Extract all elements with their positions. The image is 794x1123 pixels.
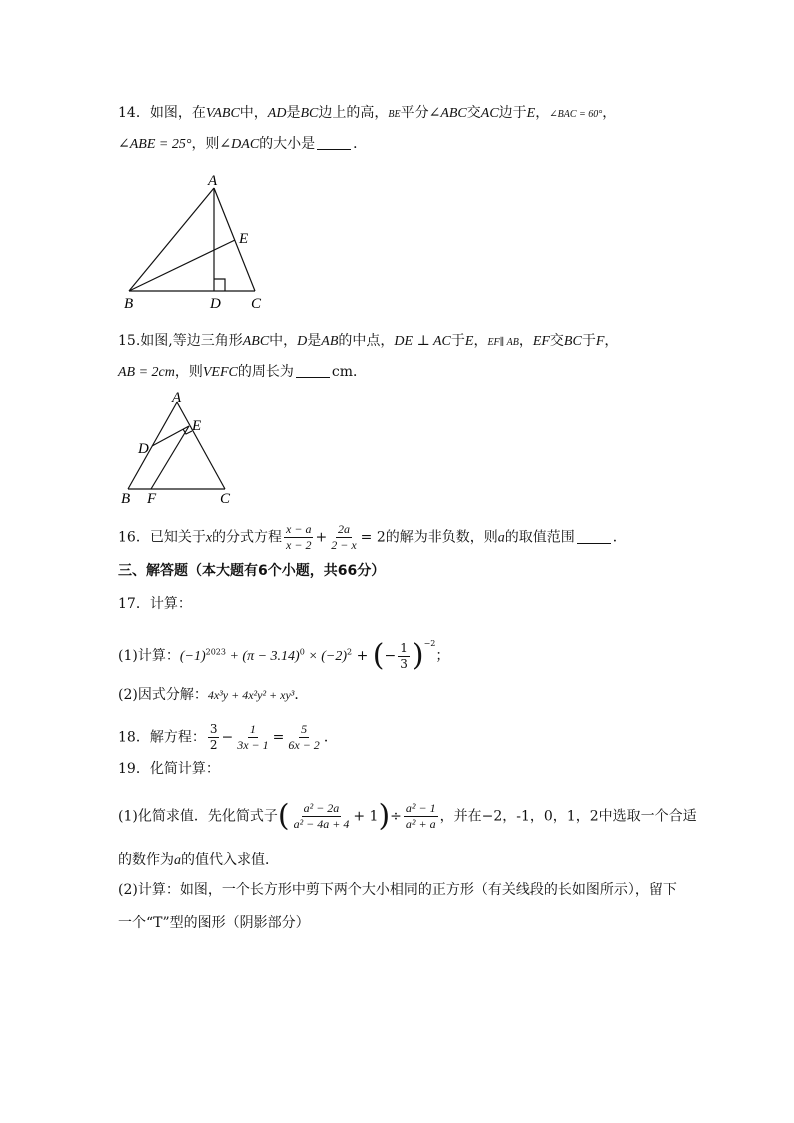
q14-line2 bbox=[118, 134, 367, 155]
q14-angle-bac: ∠BAC = 60° bbox=[549, 109, 603, 120]
q14-figure bbox=[110, 168, 290, 313]
q14-triangle-abc: VABC bbox=[205, 106, 240, 121]
q14-point-e: E bbox=[526, 106, 536, 121]
q16-text: 的分式方程 bbox=[212, 529, 283, 546]
q17-exponent: −2 bbox=[423, 639, 436, 648]
q19-part1-label: (1)化简求值．先化简式子 bbox=[118, 808, 278, 825]
q19-part1 bbox=[118, 798, 697, 834]
q18-fraction-2-numerator: 1 bbox=[249, 722, 256, 736]
q15-line2 bbox=[118, 362, 367, 383]
q15-text: ， bbox=[473, 333, 488, 349]
q18-fraction-3 bbox=[286, 722, 321, 753]
q15-segment-ab: AB bbox=[321, 334, 339, 349]
q15-triangle-abc: ABC bbox=[242, 334, 270, 349]
q14-text: 是 bbox=[286, 105, 301, 121]
section-3-heading: 三、解答题（本大题有6个小题，共66分） bbox=[118, 563, 386, 579]
q15-label-a: A bbox=[172, 390, 182, 406]
q14-segment-bc: BC bbox=[300, 106, 319, 121]
q19-fraction-2-numerator: a² − 1 bbox=[405, 801, 436, 815]
q14-bisector-be bbox=[129, 240, 235, 291]
q16-fraction-2 bbox=[329, 522, 358, 553]
q17-fraction bbox=[398, 641, 410, 672]
q17-exponent: 2 bbox=[347, 647, 353, 657]
q14-text: ． bbox=[353, 136, 368, 152]
q15-segment-ef: EF bbox=[532, 334, 550, 349]
q16-text: ． bbox=[612, 529, 627, 546]
q16-text: 16．已知关于 bbox=[118, 529, 206, 546]
q14-angle-abe: ∠ABE = 25° bbox=[118, 137, 192, 152]
q15-segment-bc: BC bbox=[563, 334, 582, 349]
q17-part1-label: (1)计算： bbox=[118, 648, 180, 664]
q15-label-f: F bbox=[147, 491, 157, 507]
q15-segment-ef bbox=[151, 426, 189, 489]
q17-part1 bbox=[118, 634, 449, 672]
q14-segment-ac: AC bbox=[480, 106, 499, 121]
q19-divide: ÷ bbox=[390, 808, 402, 825]
q18-fraction-1 bbox=[208, 722, 220, 753]
q18-equals: = bbox=[272, 729, 285, 746]
q16-variable-x: x bbox=[205, 530, 213, 546]
q15-label-b: B bbox=[121, 491, 131, 507]
q14-text: 14．如图，在 bbox=[118, 105, 206, 121]
q15-text: ，则 bbox=[174, 364, 203, 380]
q14-text: 的大小是 bbox=[259, 136, 316, 152]
q18-fraction-1-denominator: 2 bbox=[209, 738, 218, 752]
q15-text: 的中点， bbox=[338, 333, 395, 349]
q17-exponent: 2023 bbox=[205, 647, 226, 657]
q17-fraction-numerator: 1 bbox=[400, 640, 408, 655]
q17-part2-label: (2)因式分解： bbox=[118, 687, 208, 703]
q14-text: 平分∠ bbox=[400, 105, 441, 121]
q19-fraction-1-numerator: a² − 2a bbox=[303, 801, 340, 815]
q14-segment-be: BE bbox=[388, 109, 401, 120]
q17-paren-open: ( bbox=[372, 638, 385, 673]
q19-plus-one: + 1 bbox=[353, 808, 379, 825]
q17-paren-close: ) bbox=[411, 638, 424, 673]
q14-text: ， bbox=[535, 105, 550, 121]
q14-segment-ad: AD bbox=[267, 106, 287, 121]
q17-term: (−1) bbox=[179, 649, 206, 664]
q15-label-d: D bbox=[138, 441, 149, 457]
q17-term: + (π − 3.14) bbox=[225, 649, 300, 664]
q19-title: 19．化简计算： bbox=[118, 761, 220, 777]
q19-fraction-1 bbox=[292, 801, 352, 832]
q16-fraction-2-denominator: 2 − x bbox=[331, 538, 357, 552]
q15-text: cm． bbox=[331, 364, 367, 380]
q16-fraction-1-numerator: x − a bbox=[286, 522, 312, 536]
q14-label-c: C bbox=[251, 296, 262, 312]
q16-answer-blank[interactable] bbox=[577, 529, 611, 544]
q17-fraction-denominator: 3 bbox=[400, 656, 408, 671]
q19-fraction-1-denominator: a² − 4a + 4 bbox=[293, 817, 350, 831]
q14-label-b: B bbox=[124, 296, 134, 312]
q19-paren-open: ( bbox=[277, 798, 290, 834]
q15-ab-length: AB = 2cm bbox=[118, 365, 175, 380]
q17-end: ． bbox=[294, 687, 309, 703]
q15-triangle-efc: VEFC bbox=[202, 365, 238, 380]
q15-text: 交 bbox=[549, 333, 564, 349]
q14-line1 bbox=[118, 103, 616, 125]
q15-text: 15.如图,等边三角形 bbox=[118, 333, 243, 349]
q18-fraction-2-denominator: 3x − 1 bbox=[237, 738, 269, 752]
q15-text: ， bbox=[604, 333, 619, 349]
q14-angle-abc: ABC bbox=[440, 106, 467, 121]
q15-parallel: EF∥ AB bbox=[487, 337, 519, 348]
q15-text: 于 bbox=[450, 333, 465, 349]
q15-perpendicular: DE ⊥ AC bbox=[394, 334, 451, 349]
q15-point-d: D bbox=[297, 334, 308, 349]
q15-point-f: F bbox=[595, 334, 605, 349]
q19-text: 的数作为 bbox=[118, 852, 174, 868]
q16-fraction-2-numerator: 2a bbox=[337, 522, 350, 536]
q18-minus: − bbox=[221, 729, 234, 746]
q15-text: 的周长为 bbox=[237, 364, 294, 380]
q14-text: 中， bbox=[239, 105, 268, 121]
q15-point-e: E bbox=[464, 334, 474, 349]
q19-text: 的值代入求值． bbox=[181, 852, 279, 868]
q16-fraction-1-denominator: x − 2 bbox=[286, 538, 312, 552]
q15-text: 中， bbox=[269, 333, 298, 349]
q17-term: + bbox=[352, 648, 373, 664]
q18-line bbox=[118, 722, 338, 753]
q18-fraction-2 bbox=[235, 722, 270, 753]
q19-fraction-2 bbox=[404, 801, 438, 832]
q19-variable-a: a bbox=[174, 853, 181, 868]
q14-text: 边上的高， bbox=[318, 105, 389, 121]
q16-line bbox=[118, 522, 627, 553]
q15-label-e: E bbox=[192, 418, 202, 434]
q14-label-a: A bbox=[208, 173, 218, 189]
q14-label-d: D bbox=[210, 296, 221, 312]
q18-end: ． bbox=[323, 729, 338, 746]
q14-side-ab bbox=[129, 188, 214, 291]
q19-part1-line2 bbox=[118, 850, 279, 871]
q19-part2-line2: 一个“T”型的图形（阴影部分） bbox=[118, 915, 310, 931]
q15-answer-blank[interactable] bbox=[296, 363, 330, 378]
q19-fraction-2-denominator: a² + a bbox=[405, 817, 436, 831]
q14-answer-blank[interactable] bbox=[317, 135, 351, 150]
q14-angle-dac: DAC bbox=[231, 137, 260, 152]
q16-variable-a: a bbox=[497, 530, 505, 546]
q17-minus: − bbox=[384, 648, 397, 664]
q17-end: ； bbox=[435, 648, 450, 664]
q18-fraction-3-denominator: 6x − 2 bbox=[288, 738, 320, 752]
q14-text: 边于 bbox=[498, 105, 527, 121]
q15-text: 于 bbox=[581, 333, 596, 349]
q16-text: 的解为非负数，则 bbox=[385, 529, 498, 546]
q15-line1 bbox=[118, 331, 618, 353]
q14-label-e: E bbox=[239, 231, 249, 247]
q14-side-ac bbox=[214, 188, 255, 291]
q19-text: ，并在−2，-1，0，1，2中选取一个合适 bbox=[439, 808, 697, 825]
q19-part2-line1: (2)计算：如图，一个长方形中剪下两个大小相同的正方形（有关线段的长如图所示），留下 bbox=[118, 882, 677, 898]
q14-text: ，则∠ bbox=[191, 136, 232, 152]
q15-figure bbox=[112, 390, 242, 508]
q17-part2-expression: 4x³y + 4x²y² + xy³ bbox=[207, 688, 295, 702]
q17-title: 17．计算： bbox=[118, 596, 192, 612]
q17-exponent: 0 bbox=[299, 647, 305, 657]
q14-right-angle-mark bbox=[214, 279, 225, 291]
q16-plus: + bbox=[315, 529, 328, 546]
q18-label: 18．解方程： bbox=[118, 729, 206, 746]
q15-text: ， bbox=[518, 333, 533, 349]
q15-side-ac bbox=[177, 402, 225, 489]
q15-text: 是 bbox=[307, 333, 322, 349]
q18-fraction-3-numerator: 5 bbox=[301, 722, 308, 736]
q14-text: 交 bbox=[466, 105, 481, 121]
q16-fraction-1 bbox=[284, 522, 313, 553]
q18-fraction-1-numerator: 3 bbox=[209, 722, 218, 736]
q14-text: ， bbox=[602, 105, 617, 121]
q19-paren-close: ) bbox=[378, 798, 391, 834]
q17-part2 bbox=[118, 685, 308, 705]
q16-text: 的取值范围 bbox=[504, 529, 575, 546]
q17-term: × (−2) bbox=[304, 649, 348, 664]
q15-label-c: C bbox=[220, 491, 231, 507]
q16-equals: = 2 bbox=[360, 529, 386, 546]
